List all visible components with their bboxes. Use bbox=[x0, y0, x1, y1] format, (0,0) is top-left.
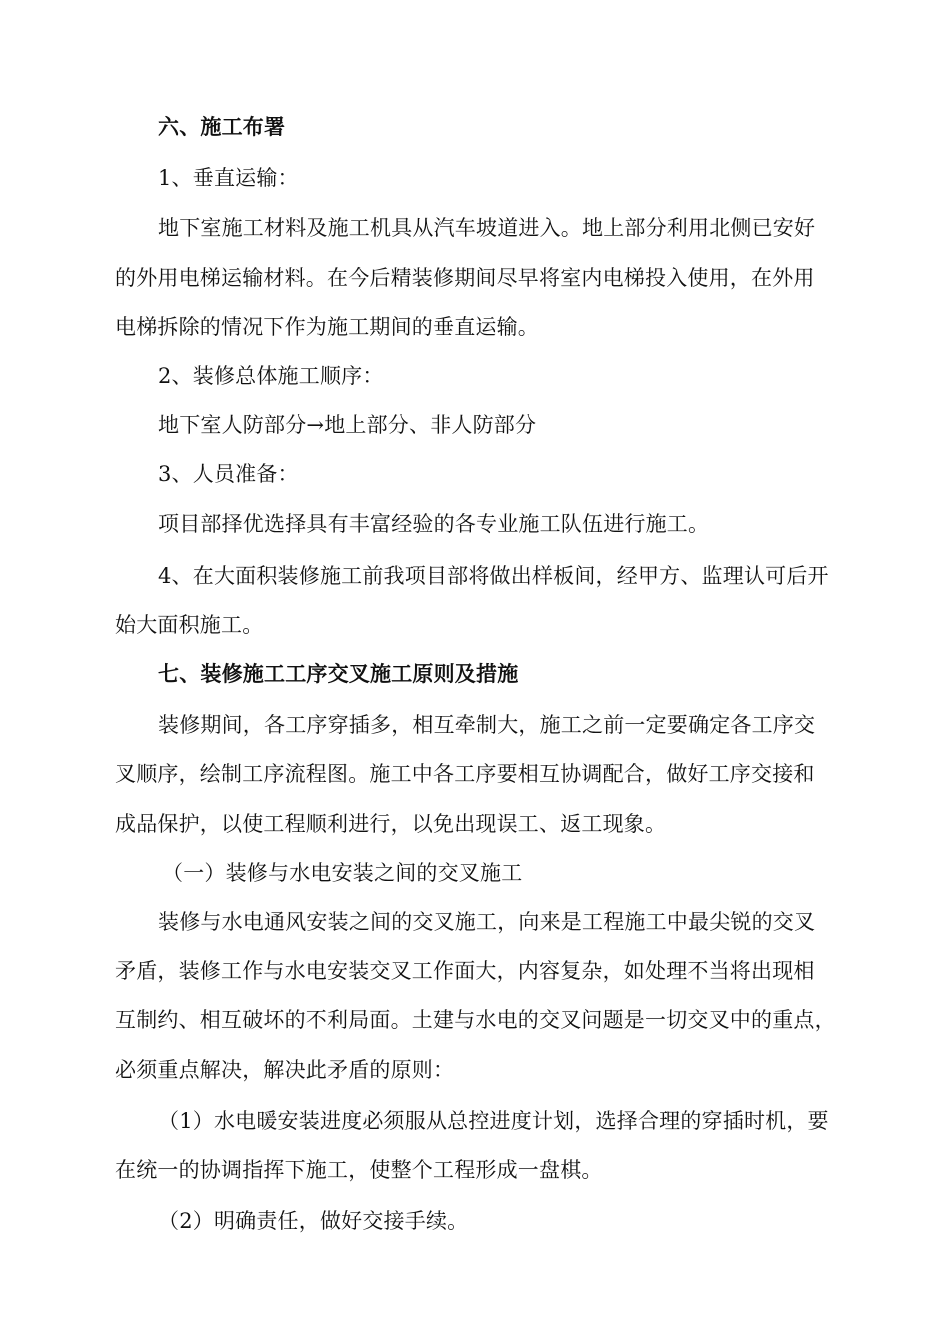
item-1-title: 1、垂直运输： bbox=[158, 166, 299, 190]
paragraph-line: （2）明确责任，做好交接手续。 bbox=[158, 1209, 469, 1233]
paragraph-line: 必须重点解决，解决此矛盾的原则： bbox=[115, 1058, 455, 1082]
section-6-heading: 六、施工布署 bbox=[158, 115, 286, 139]
paragraph-line: 装修期间，各工序穿插多，相互牵制大，施工之前一定要确定各工序交 bbox=[158, 713, 816, 737]
paragraph-line: 在统一的协调指挥下施工，使整个工程形成一盘棋。 bbox=[115, 1158, 603, 1182]
paragraph-line: 地下室施工材料及施工机具从汽车坡道进入。地上部分利用北侧已安好 bbox=[158, 216, 816, 240]
subsection-1-title: （一）装修与水电安装之间的交叉施工 bbox=[162, 861, 523, 885]
paragraph-line: 矛盾，装修工作与水电安装交叉工作面大，内容复杂，如处理不当将出现相 bbox=[115, 959, 815, 983]
paragraph-line: 项目部择优选择具有丰富经验的各专业施工队伍进行施工。 bbox=[158, 512, 710, 536]
paragraph-line: 4、在大面积装修施工前我项目部将做出样板间，经甲方、监理认可后开 bbox=[158, 564, 829, 588]
section-7-heading: 七、装修施工工序交叉施工原则及措施 bbox=[158, 662, 519, 686]
paragraph-line: 地下室人防部分→地上部分、非人防部分 bbox=[158, 413, 537, 437]
paragraph-line: 成品保护，以使工程顺利进行，以免出现误工、返工现象。 bbox=[115, 812, 667, 836]
item-3-title: 3、人员准备： bbox=[158, 462, 299, 486]
paragraph-line: 的外用电梯运输材料。在今后精装修期间尽早将室内电梯投入使用，在外用 bbox=[115, 266, 815, 290]
paragraph-line: 装修与水电通风安装之间的交叉施工，向来是工程施工中最尖锐的交叉 bbox=[158, 910, 816, 934]
paragraph-line: （1）水电暖安装进度必须服从总控进度计划，选择合理的穿插时机，要 bbox=[158, 1109, 829, 1133]
item-2-title: 2、装修总体施工顺序： bbox=[158, 364, 384, 388]
paragraph-line: 叉顺序，绘制工序流程图。施工中各工序要相互协调配合，做好工序交接和 bbox=[115, 762, 815, 786]
paragraph-line: 电梯拆除的情况下作为施工期间的垂直运输。 bbox=[115, 315, 539, 339]
paragraph-line: 始大面积施工。 bbox=[115, 613, 264, 637]
paragraph-line: 互制约、相互破坏的不利局面。土建与水电的交叉问题是一切交叉中的重点， bbox=[115, 1008, 836, 1032]
